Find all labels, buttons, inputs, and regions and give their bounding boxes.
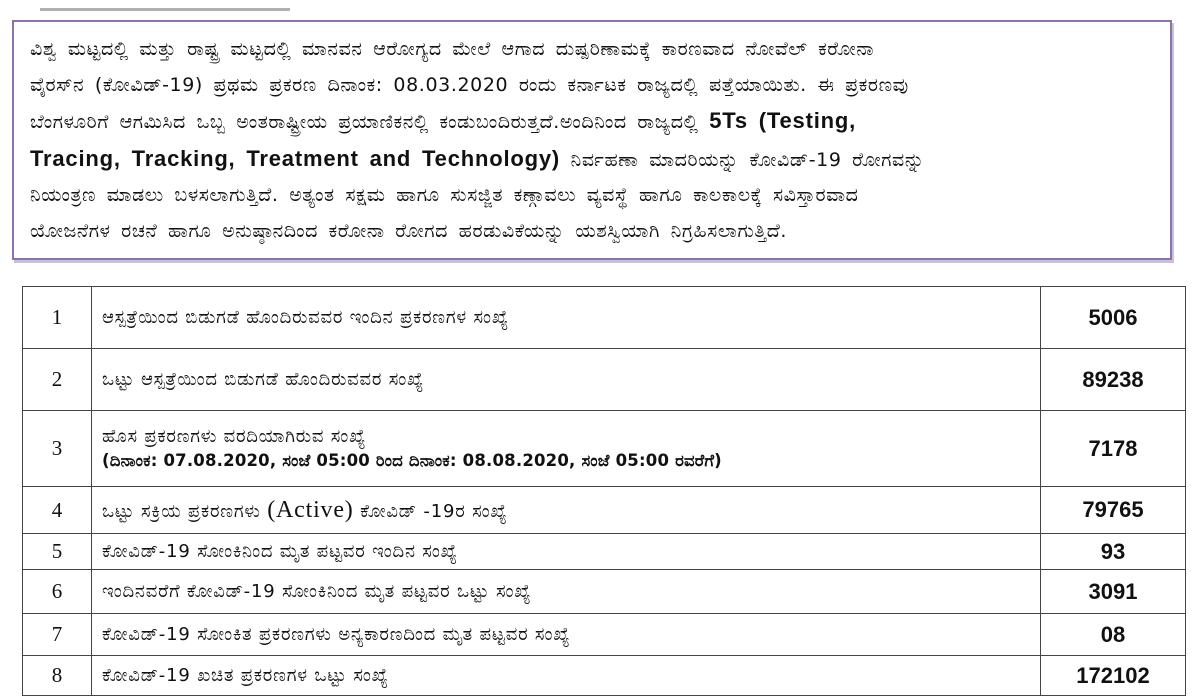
table-row [23,349,1186,411]
intro-line-2: ವೈರಸ್‌ನ (ಕೋವಿಡ್-19) ಪ್ರಥಮ ಪ್ರಕರಣ ದಿನಾಂಕ: 08.03.2020 ರಂದು ಕರ್ನಾಟಕ ರಾಜ್ಯದಲ್ಲಿ ಪತ್ತೆಯಾಯಿತು. ಈ ಪ್ರಕರಣವು [30,73,909,96]
row-value: 172102 [1041,656,1186,696]
table-row [23,411,1186,487]
row-number: 8 [23,656,92,696]
row-description [92,411,1041,487]
row-number: 7 [23,614,92,656]
row-value: 08 [1041,614,1186,656]
table-row [23,614,1186,656]
top-heading-underline [40,0,290,11]
table-row [23,656,1186,696]
row-number: 2 [23,349,92,411]
table-row [23,534,1186,570]
row-number: 4 [23,487,92,534]
row-value: 79765 [1041,487,1186,534]
row-number: 6 [23,570,92,614]
row-description: ಒಟ್ಟು ಆಸ್ಪತ್ರೆಯಿಂದ ಬಿಡುಗಡೆ ಹೊಂದಿರುವವರ ಸಂಖ್ಯೆ [92,349,1041,411]
row-description: ಕೋವಿಡ್-19 ಖಚಿತ ಪ್ರಕರಣಗಳ ಒಟ್ಟು ಸಂಖ್ಯೆ [92,656,1041,696]
row-value: 7178 [1041,411,1186,487]
row-number: 3 [23,411,92,487]
row-description-pre: ಒಟ್ಟು ಸಕ್ರಿಯ ಪ್ರಕರಣಗಳು [102,500,261,522]
row-value: 89238 [1041,349,1186,411]
row-description-post: ಕೋವಿಡ್ -19ರ ಸಂಖ್ಯೆ [360,500,508,522]
table-row [23,570,1186,614]
intro-5ts-text: 5Ts (Testing, [709,108,857,133]
row-value: 93 [1041,534,1186,570]
row-description-date-range: (ದಿನಾಂಕ: 07.08.2020, ಸಂಜೆ 05:00 ರಿಂದ ದಿನಾಂಕ: 08.08.2020, ಸಂಜೆ 05:00 ರವರೆಗೆ) [102,451,722,470]
table-row [23,487,1186,534]
row-description: ಆಸ್ಪತ್ರೆಯಿಂದ ಬಿಡುಗಡೆ ಹೊಂದಿರುವವರ ಇಂದಿನ ಪ್ರಕರಣಗಳ ಸಂಖ್ಯೆ [92,287,1041,349]
row-description: ಕೋವಿಡ್-19 ಸೋಂಕಿನಿಂದ ಮೃತ ಪಟ್ಟವರ ಇಂದಿನ ಸಂಖ್ಯೆ [92,534,1041,570]
intro-line-4-tail: ನಿರ್ವಹಣಾ ಮಾದರಿಯನ್ನು ಕೋವಿಡ್-19 ರೋಗವನ್ನು [570,148,925,171]
intro-line-3-text: ಬೆಂಗಳೂರಿಗೆ ಆಗಮಿಸಿದ ಒಬ್ಬ ಅಂತರಾಷ್ಟ್ರೀಯ ಪ್ರಯಾಣಿಕನಲ್ಲಿ ಕಂಡುಬಂದಿರುತ್ತದೆ.ಅಂದಿನಿಂದ ರಾಜ್ಯದಲ್ಲಿ [30,111,699,133]
row-description-main: ಹೊಸ ಪ್ರಕರಣಗಳು ವರದಿಯಾಗಿರುವ ಸಂಖ್ಯೆ [102,426,367,447]
intro-paragraph-box [12,20,1172,260]
intro-line-4-latin: Tracing, Tracking, Treatment and Technology) [30,145,561,171]
intro-line-4 [30,141,1156,179]
row-number: 1 [23,287,92,349]
row-value: 5006 [1041,287,1186,349]
row-description: ಇಂದಿನವರೆಗೆ ಕೋವಿಡ್-19 ಸೋಂಕಿನಿಂದ ಮೃತ ಪಟ್ಟವರ ಒಟ್ಟು ಸಂಖ್ಯೆ [92,570,1041,614]
row-description-active: (Active) [267,496,354,523]
row-description: ಕೋವಿಡ್-19 ಸೋಂಕಿತ ಪ್ರಕರಣಗಳು ಅನ್ಯಕಾರಣದಿಂದ ಮೃತ ಪಟ್ಟವರ ಸಂಖ್ಯೆ [92,614,1041,656]
row-description [92,487,1041,534]
table-row [23,287,1186,349]
row-number: 5 [23,534,92,570]
intro-line-3 [30,103,1156,141]
intro-line-1: ವಿಶ್ವ ಮಟ್ಟದಲ್ಲಿ ಮತ್ತು ರಾಷ್ಟ್ರ ಮಟ್ಟದಲ್ಲಿ ಮಾನವನ ಆರೋಗ್ಯದ ಮೇಲೆ ಆಗಾದ ದುಷ್ಪರಿಣಾಮಕ್ಕೆ ಕಾರಣವಾದ ನೋವೆಲ್ ಕರೋನಾ [30,38,875,60]
row-value: 3091 [1041,570,1186,614]
intro-line-6: ಯೋಜನೆಗಳ ರಚನೆ ಹಾಗೂ ಅನುಷ್ಠಾನದಿಂದ ಕರೋನಾ ರೋಗದ ಹರಡುವಿಕೆಯನ್ನು ಯಶಸ್ವಿಯಾಗಿ ನಿಗ್ರಹಿಸಲಾಗುತ್ತಿದೆ. [30,219,787,242]
covid-stats-table [22,286,1186,696]
intro-line-5: ನಿಯಂತ್ರಣ ಮಾಡಲು ಬಳಸಲಾಗುತ್ತಿದೆ. ಅತ್ಯಂತ ಸಕ್ಷಮ ಹಾಗೂ ಸುಸಜ್ಜಿತ ಕಣ್ಗಾವಲು ವ್ಯವಸ್ಥೆ ಹಾಗೂ ಕಾಲಕಾಲಕ್ಕೆ ಸವಿಸ್ತಾರವಾದ [30,184,859,206]
